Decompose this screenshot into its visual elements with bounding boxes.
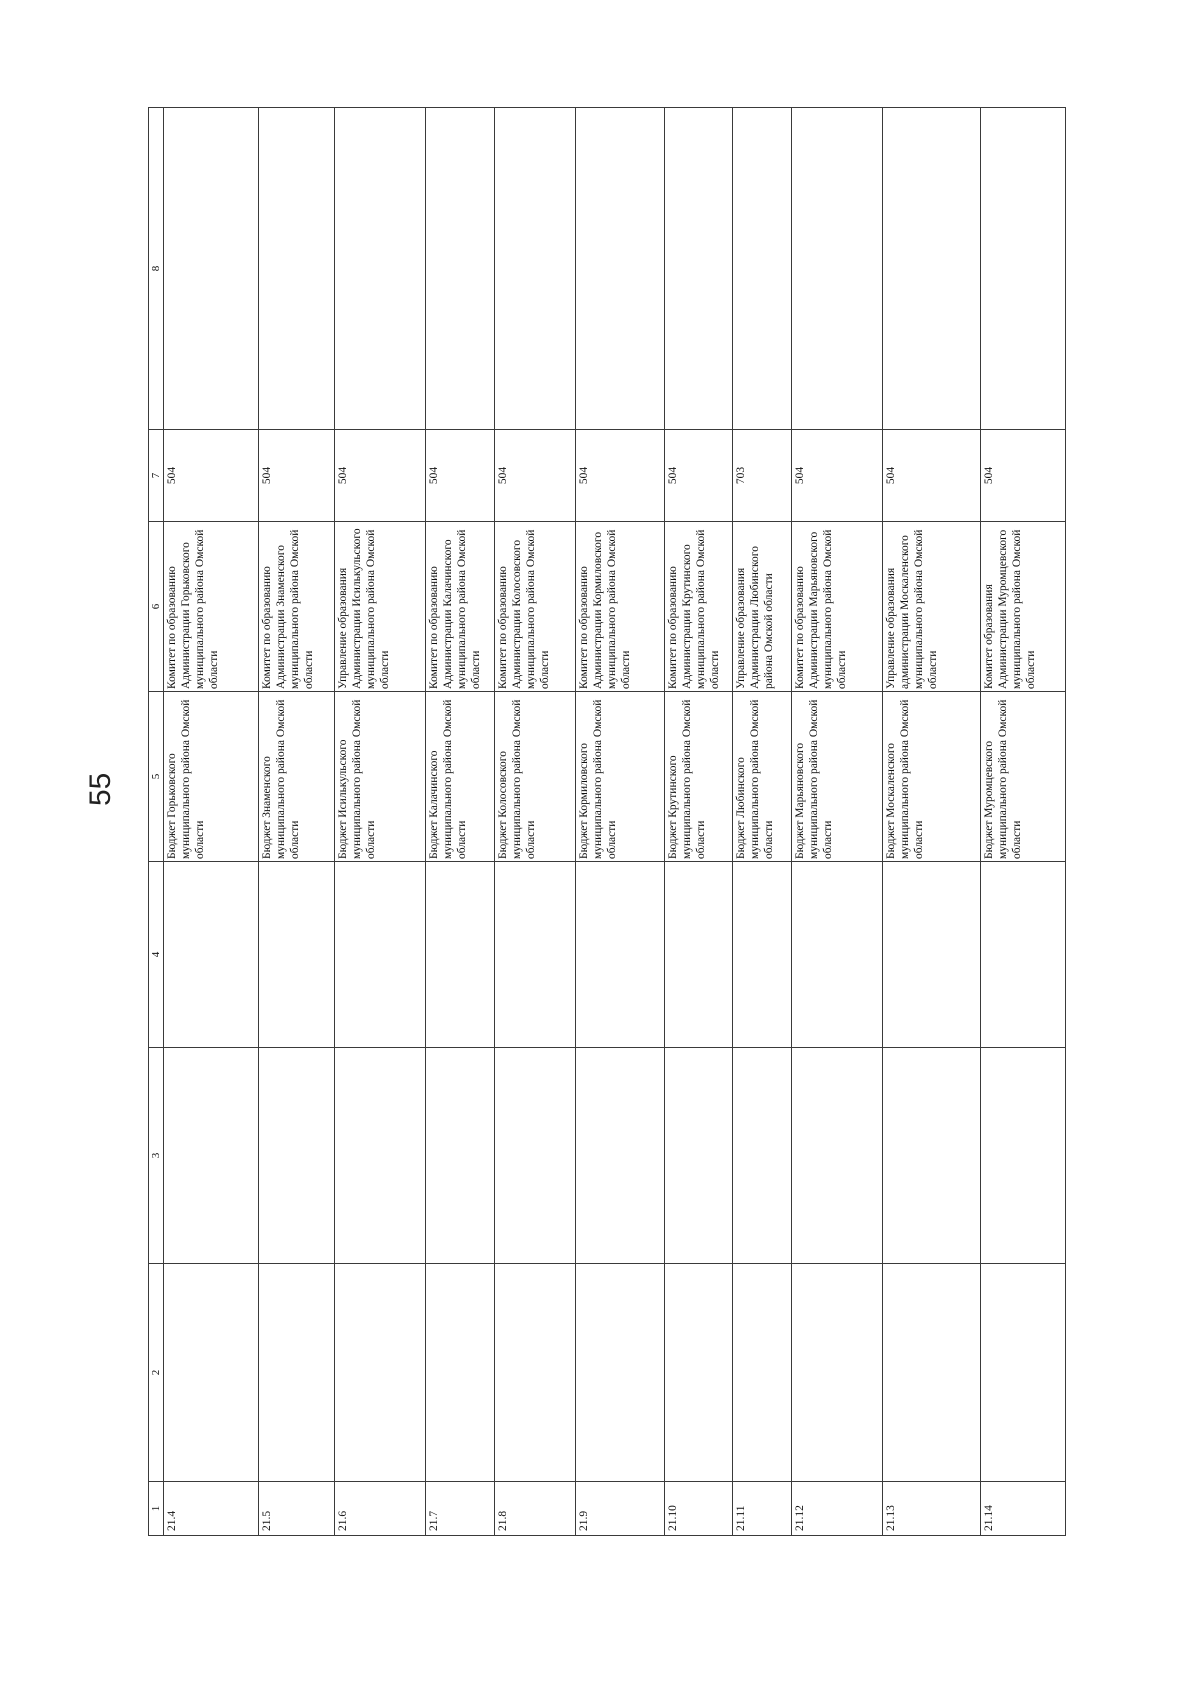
row-number: 21.4 bbox=[164, 1482, 259, 1536]
empty-cell bbox=[665, 862, 733, 1048]
table-row bbox=[733, 108, 791, 1536]
administrator-name: Управление образования администрации Москаленского муниципального района Омской области bbox=[883, 522, 981, 692]
table-row bbox=[791, 108, 882, 1536]
row-number: 21.12 bbox=[791, 1482, 882, 1536]
table-row bbox=[980, 108, 1065, 1536]
empty-cell bbox=[258, 1048, 334, 1264]
empty-cell bbox=[426, 1048, 495, 1264]
empty-cell bbox=[495, 1264, 576, 1482]
empty-cell bbox=[791, 862, 882, 1048]
empty-cell bbox=[665, 1264, 733, 1482]
row-number: 21.7 bbox=[426, 1482, 495, 1536]
budget-name: Бюджет Исилькульского муниципального района Омской области bbox=[335, 692, 426, 862]
empty-cell bbox=[495, 108, 576, 430]
empty-cell bbox=[495, 1048, 576, 1264]
empty-cell bbox=[258, 1264, 334, 1482]
department-code: 504 bbox=[791, 430, 882, 522]
column-header: 8 bbox=[149, 108, 164, 430]
empty-cell bbox=[164, 1048, 259, 1264]
department-code: 504 bbox=[164, 430, 259, 522]
rotated-table-sheet bbox=[148, 108, 1066, 1536]
empty-cell bbox=[426, 108, 495, 430]
empty-cell bbox=[258, 108, 334, 430]
budget-name: Бюджет Калачинского муниципального района Омской области bbox=[426, 692, 495, 862]
empty-cell bbox=[576, 108, 665, 430]
column-header: 1 bbox=[149, 1482, 164, 1536]
row-number: 21.6 bbox=[335, 1482, 426, 1536]
column-header: 4 bbox=[149, 862, 164, 1048]
row-number: 21.13 bbox=[883, 1482, 981, 1536]
administrator-name: Управление образования Администрации Любинского района Омской области bbox=[733, 522, 791, 692]
administrator-name: Комитет по образованию Администрации Знаменского муниципального района Омской области bbox=[258, 522, 334, 692]
table-row bbox=[576, 108, 665, 1536]
empty-cell bbox=[980, 108, 1065, 430]
empty-cell bbox=[335, 862, 426, 1048]
empty-cell bbox=[791, 1048, 882, 1264]
column-header: 2 bbox=[149, 1264, 164, 1482]
budget-name: Бюджет Крутинского муниципального района Омской области bbox=[665, 692, 733, 862]
department-code: 504 bbox=[426, 430, 495, 522]
row-number: 21.9 bbox=[576, 1482, 665, 1536]
row-number: 21.10 bbox=[665, 1482, 733, 1536]
budget-name: Бюджет Марьяновского муниципального района Омской области bbox=[791, 692, 882, 862]
empty-cell bbox=[980, 862, 1065, 1048]
header-row bbox=[149, 108, 164, 1536]
empty-cell bbox=[883, 862, 981, 1048]
empty-cell bbox=[883, 108, 981, 430]
empty-cell bbox=[426, 1264, 495, 1482]
row-number: 21.11 bbox=[733, 1482, 791, 1536]
empty-cell bbox=[335, 1048, 426, 1264]
empty-cell bbox=[733, 1048, 791, 1264]
empty-cell bbox=[980, 1264, 1065, 1482]
budget-name: Бюджет Москаленского муниципального района Омской области bbox=[883, 692, 981, 862]
empty-cell bbox=[883, 1048, 981, 1264]
empty-cell bbox=[733, 1264, 791, 1482]
empty-cell bbox=[426, 862, 495, 1048]
administrator-name: Комитет образования Администрации Муромцевского муниципального района Омской области bbox=[980, 522, 1065, 692]
budget-name: Бюджет Муромцевского муниципального района Омской области bbox=[980, 692, 1065, 862]
budget-name: Бюджет Горьковского муниципального района Омской области bbox=[164, 692, 259, 862]
empty-cell bbox=[576, 1048, 665, 1264]
empty-cell bbox=[733, 108, 791, 430]
empty-cell bbox=[164, 862, 259, 1048]
administrator-name: Комитет по образованию Администрации Колосовского муниципального района Омской области bbox=[495, 522, 576, 692]
administrator-name: Комитет по образованию Администрации Марьяновского муниципального района Омской области bbox=[791, 522, 882, 692]
empty-cell bbox=[495, 862, 576, 1048]
row-number: 21.8 bbox=[495, 1482, 576, 1536]
column-header: 6 bbox=[149, 522, 164, 692]
empty-cell bbox=[164, 108, 259, 430]
administrator-name: Комитет по образованию Администрации Крутинского муниципального района Омской области bbox=[665, 522, 733, 692]
empty-cell bbox=[665, 1048, 733, 1264]
row-number: 21.14 bbox=[980, 1482, 1065, 1536]
empty-cell bbox=[576, 862, 665, 1048]
empty-cell bbox=[576, 1264, 665, 1482]
column-header: 7 bbox=[149, 430, 164, 522]
empty-cell bbox=[665, 108, 733, 430]
table-row bbox=[426, 108, 495, 1536]
row-number: 21.5 bbox=[258, 1482, 334, 1536]
administrator-name: Комитет по образованию Администрации Калачинского муниципального района Омской области bbox=[426, 522, 495, 692]
budget-name: Бюджет Любинского муниципального района Омской области bbox=[733, 692, 791, 862]
table-row bbox=[335, 108, 426, 1536]
department-code: 504 bbox=[335, 430, 426, 522]
table-row bbox=[665, 108, 733, 1536]
administrator-name: Комитет по образованию Администрации Горьковского муниципального района Омской области bbox=[164, 522, 259, 692]
page-number: 55 bbox=[84, 772, 117, 806]
empty-cell bbox=[335, 1264, 426, 1482]
department-code: 504 bbox=[258, 430, 334, 522]
empty-cell bbox=[258, 862, 334, 1048]
department-code: 504 bbox=[576, 430, 665, 522]
budget-name: Бюджет Знаменского муниципального района Омской области bbox=[258, 692, 334, 862]
budget-table bbox=[148, 107, 1066, 1536]
table-row bbox=[164, 108, 259, 1536]
table-row bbox=[495, 108, 576, 1536]
department-code: 504 bbox=[495, 430, 576, 522]
empty-cell bbox=[791, 108, 882, 430]
budget-name: Бюджет Кормиловского муниципального района Омской области bbox=[576, 692, 665, 862]
table-row bbox=[258, 108, 334, 1536]
empty-cell bbox=[733, 862, 791, 1048]
department-code: 504 bbox=[980, 430, 1065, 522]
empty-cell bbox=[164, 1264, 259, 1482]
department-code: 504 bbox=[883, 430, 981, 522]
empty-cell bbox=[791, 1264, 882, 1482]
column-header: 3 bbox=[149, 1048, 164, 1264]
department-code: 504 bbox=[665, 430, 733, 522]
budget-name: Бюджет Колосовского муниципального района Омской области bbox=[495, 692, 576, 862]
department-code: 703 bbox=[733, 430, 791, 522]
table-row bbox=[883, 108, 981, 1536]
column-header: 5 bbox=[149, 692, 164, 862]
empty-cell bbox=[335, 108, 426, 430]
administrator-name: Управление образования Администрации Исилькульского муниципального района Омской области bbox=[335, 522, 426, 692]
empty-cell bbox=[980, 1048, 1065, 1264]
administrator-name: Комитет по образованию Администрации Кормиловского муниципального района Омской области bbox=[576, 522, 665, 692]
empty-cell bbox=[883, 1264, 981, 1482]
